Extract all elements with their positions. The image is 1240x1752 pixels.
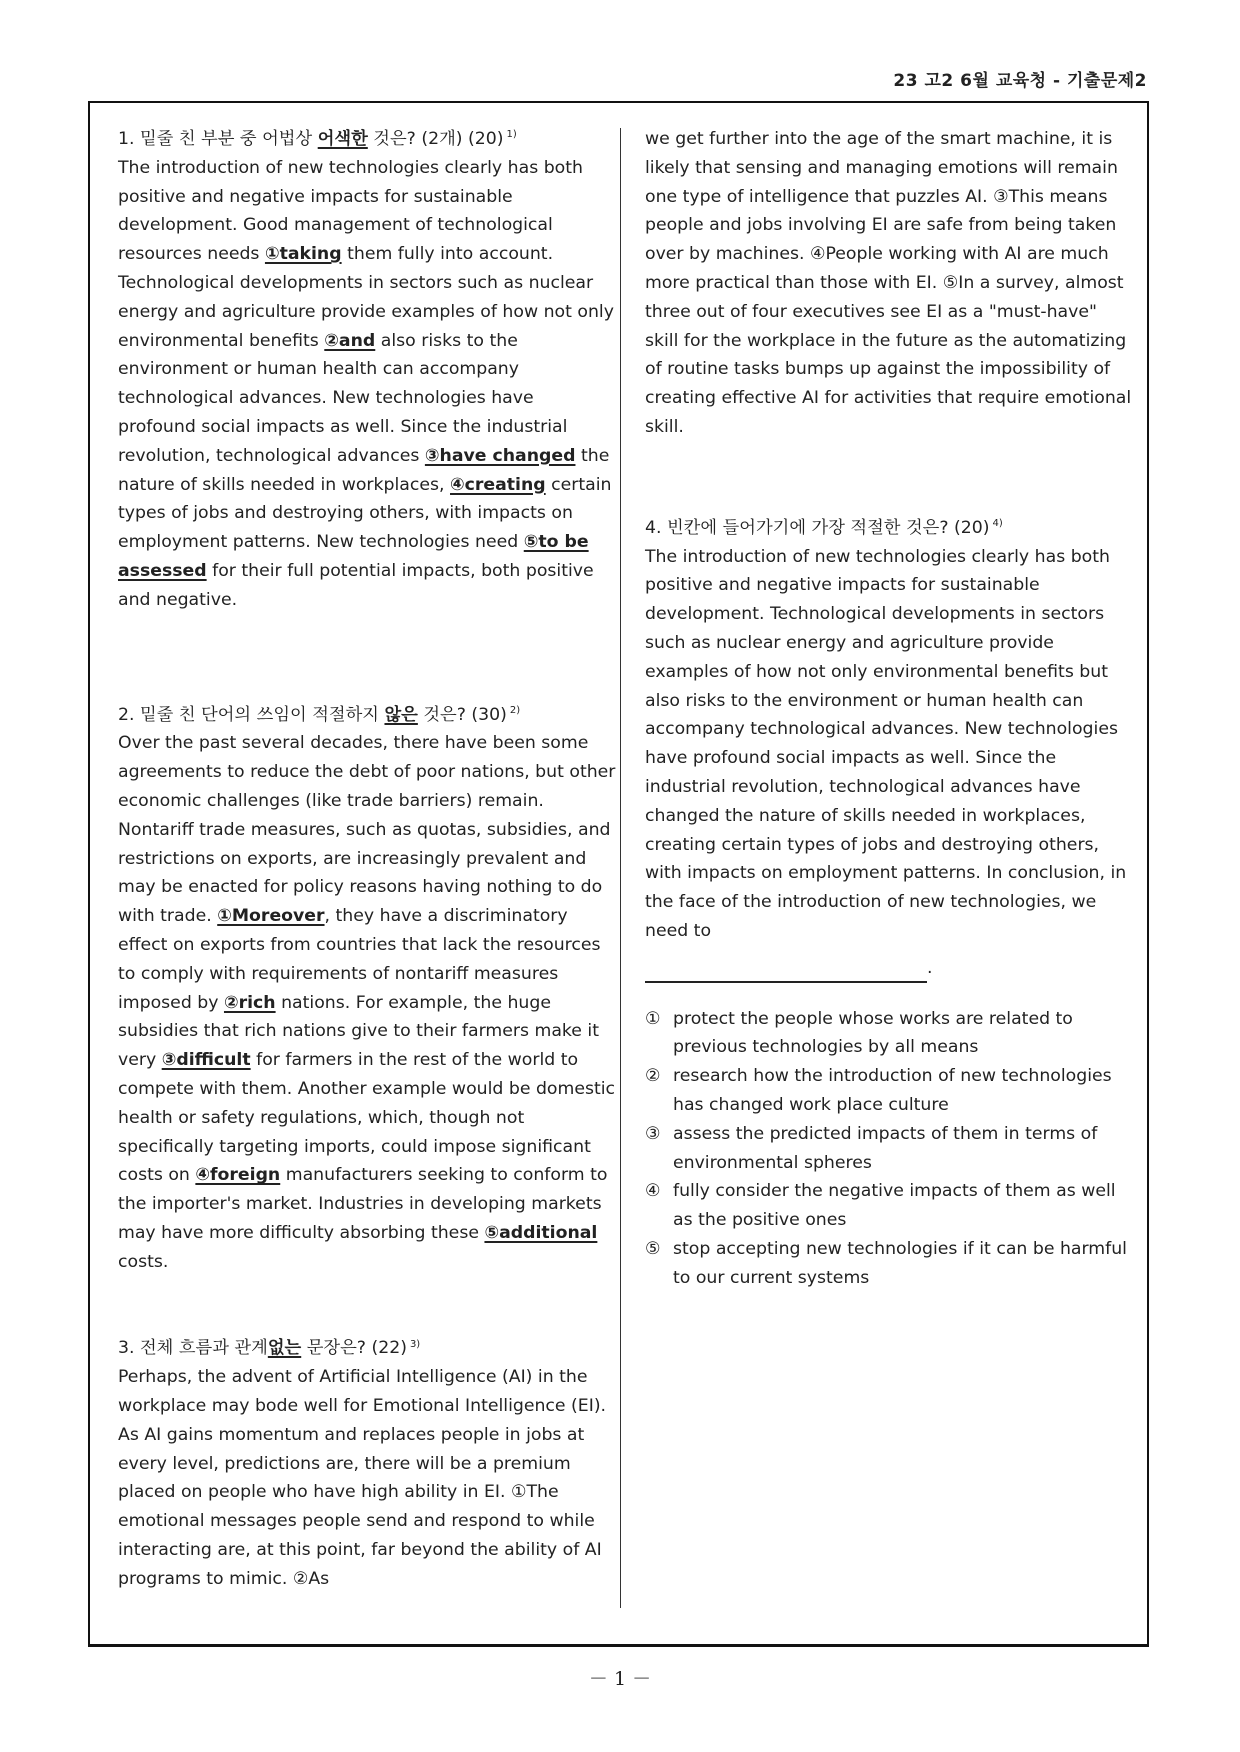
q2-underlined-1: ①Moreover [217,906,325,927]
question-3-continued [645,125,1135,442]
question-4 [645,514,1135,1293]
q1-text-1: The introduction of new technologies clearly has both positive and negative impacts for sustainable development. Good management of technological resources needs [118,157,583,265]
question-3-title [118,1334,616,1363]
q1-underlined-1: ①taking [264,244,342,265]
choice-4-number: ④ [645,1181,661,1202]
choice-5-number: ⑤ [645,1238,661,1259]
answer-blank [645,961,927,983]
choice-2-text: research how the introduction of new technologies has changed work place culture [673,1066,1112,1115]
question-3-passage-left: Perhaps, the advent of Artificial Intelligence (AI) in the workplace may bode well for Emotional Intelligence (EI). As AI gains momentum and replaces people in jobs at every level, predictions are, there will be a premium placed on people who have high ability in EI. ①The emotional messages people send and respond to while interacting are, at this point, far beyond the ability of AI programs to mimic. ②As [118,1367,607,1589]
answer-choices [645,1005,1135,1293]
q3-title-emphasis: 없는 [267,1338,302,1359]
q3-footnote: 3) [409,1338,421,1350]
choice-5-text: stop accepting new technologies if it can be harmful to our current systems [673,1238,1127,1288]
q2-text-1: Over the past several decades, there have been some agreements to reduce the debt of poor nations, but other economic challenges (like trade barriers) remain. Nontariff trade measures, such as quotas, subsidies, and restrictions on exports, are increasingly prevalent and may be enacted for policy reasons having nothing to do with trade. [118,733,616,927]
q1-underlined-4: ④creating [450,474,546,495]
answer-blank-line [645,954,1135,983]
choice-1-text: protect the people whose works are related to previous technologies by all means [673,1008,1073,1058]
q1-title-emphasis: 어색한 [317,129,368,149]
q2-footnote: 2) [509,704,521,716]
choice-2-number: ② [645,1066,661,1087]
question-2 [118,701,616,1277]
q1-text-3: also risks to the environment or human health can accompany technological advances. New technologies have profound social impacts as well. Since the industrial revolution, technological advances [118,330,568,466]
q1-footnote: 1) [506,129,517,141]
page-header: 23 고2 6월 교육청 - 기출문제2 [893,71,1147,91]
question-1 [118,125,616,615]
q2-text-4: for farmers in the rest of the world to compete with them. Another example would be domestic health or safety regulations, which, though not specifically targeting imports, could impose significant costs on [118,1050,616,1186]
q2-underlined-4: ④foreign [195,1165,281,1186]
question-2-title [118,701,616,730]
q1-text-2: them fully into account. Technological developments in sectors such as nuclear energy and agriculture provide examples of how not only environmental benefits [118,244,614,351]
question-1-title [118,125,616,154]
q2-text-3: nations. For example, the huge subsidies that rich nations give to their farmers make it very [118,992,599,1071]
q1-underlined-5: ⑤to be assessed [118,532,589,581]
choice-5 [645,1235,1135,1293]
q2-underlined-3: ③difficult [161,1050,251,1071]
choice-3 [645,1120,1135,1178]
q2-underlined-2: ②rich [223,992,276,1013]
q3-title-pre: 3. 전체 흐름과 관계 [118,1338,268,1359]
question-3 [118,1334,616,1593]
choice-3-text: assess the predicted impacts of them in terms of environmental spheres [673,1123,1098,1173]
q1-underlined-2: ②and [324,330,376,351]
q2-text-2: , they have a discriminatory effect on exports from countries that lack the resources to comply with requirements of nontariff measures imposed by [118,906,601,1013]
q2-underlined-5: ⑤additional [484,1222,598,1243]
q1-text-4: the nature of skills needed in workplaces, [118,445,610,495]
left-column [118,125,616,1594]
right-column [645,125,1135,1292]
question-3-passage-right: we get further into the age of the smart machine, it is likely that sensing and managing emotions will remain one type of intelligence that puzzles AI. ③This means people and jobs involving EI are safe from being taken over by machines. ④People working with AI are much more practical than those with EI. ⑤In a survey, almost three out of four executives see EI as a "must-have" skill for the workplace in the future as the automatizing of routine tasks bumps up against the impossibility of creating effective AI for activities that require emotional skill. [645,129,1132,437]
question-4-passage: The introduction of new technologies clearly has both positive and negative impacts for sustainable development. Technological developments in sectors such as nuclear energy and agriculture provide examples of how not only environmental benefits but also risks to the environment or human health can accompany technological advances. New technologies have profound social impacts as well. Since the industrial revolution, technological advances have changed the nature of skills needed in workplaces, creating certain types of jobs and destroying others, with impacts on employment patterns. In conclusion, in the face of the introduction of new technologies, we need to [645,546,1127,941]
choice-4 [645,1177,1135,1235]
q1-text-5: certain types of jobs and destroying others, with impacts on employment patterns. New technologies need [118,474,612,553]
choice-4-text: fully consider the negative impacts of them as well as the positive ones [673,1181,1116,1231]
q2-title-emphasis: 않은 [384,704,418,725]
column-divider [620,128,621,1608]
page-number: － 1 － [588,1668,652,1690]
choice-1 [645,1005,1135,1063]
q2-title-post: 것은? (30) [417,704,507,725]
question-2-passage [118,729,616,1276]
q4-footnote: 4) [992,518,1003,529]
question-1-passage [118,154,616,615]
q1-underlined-3: ③have changed [424,445,576,466]
choice-3-number: ③ [645,1123,661,1144]
q2-text-5: manufacturers seeking to conform to the importer's market. Industries in developing markets may have more difficulty absorbing these [118,1165,608,1243]
choice-1-number: ① [645,1008,661,1029]
q2-text-6: costs. [118,1251,169,1272]
q1-text-6: for their full potential impacts, both positive and negative. [118,560,594,610]
q4-title-text: 4. 빈칸에 들어가기에 가장 적절한 것은? (20) [645,517,990,538]
choice-2 [645,1062,1135,1120]
blank-period: . [927,957,933,978]
q1-title-pre: 1. 밑줄 친 부분 중 어법상 [118,129,318,149]
q1-title-post: 것은? (2개) (20) [367,129,504,149]
q3-title-post: 문장은? (22) [301,1338,407,1359]
q2-title-pre: 2. 밑줄 친 단어의 쓰임이 적절하지 [118,704,385,725]
question-4-title [645,514,1135,543]
